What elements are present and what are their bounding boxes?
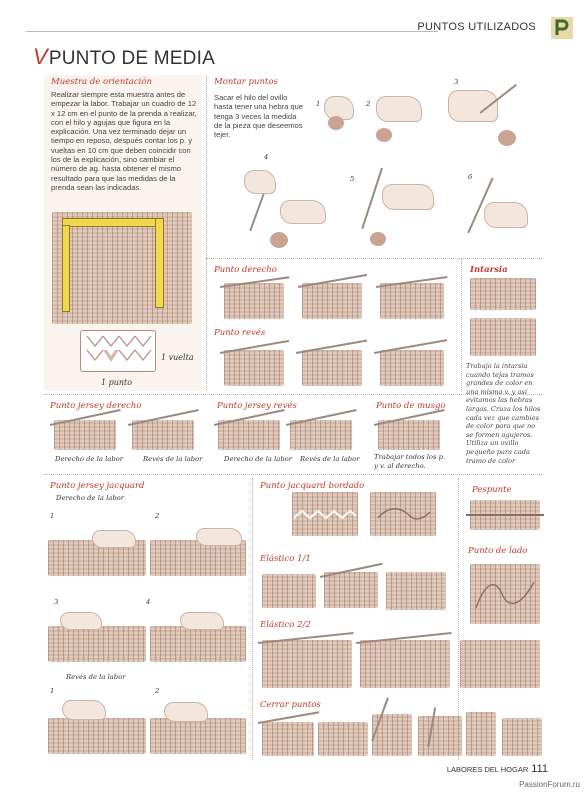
seam-line xyxy=(466,514,544,516)
knit-sample xyxy=(48,626,146,662)
step-4: 4 xyxy=(264,153,269,161)
step-5: 5 xyxy=(350,175,355,183)
footer xyxy=(447,763,548,775)
heading-musgo: Punto de musgo xyxy=(376,401,446,411)
heading-jersey-derecho: Punto jersey derecho xyxy=(50,401,142,411)
header-rule xyxy=(26,31,438,32)
heading-reves: Punto revés xyxy=(214,328,266,338)
knit-sample xyxy=(290,420,352,450)
heading-intarsia: Intarsia xyxy=(470,265,508,275)
hand-illustration xyxy=(440,80,526,150)
hand-illustration xyxy=(92,530,136,548)
section-header: PUNTOS UTILIZADOS xyxy=(417,21,536,33)
step-6: 6 xyxy=(468,173,473,181)
caption-derecho: Derecho de la labor xyxy=(55,455,124,463)
caption-reves: Revés de la labor xyxy=(300,455,360,463)
text-orientacion: Realizar siempre esta muestra antes de empezar la labor. Trabajar un cuadro de 12 x 12 cm en el punto de la prenda a realizar, con el hilo y agujas que figura en la explicación. Una vez terminado dejar un tiempo en reposo, después contar los p. y vueltas en 10 cm que deben coincidir con los de la explicación, sino cambiar el número de ag. hasta obtener el mismo resultado para que las medidas de la prenda sean las indicadas. xyxy=(51,90,197,192)
hand-illustration xyxy=(322,82,356,128)
ruler-side xyxy=(155,218,164,308)
step-5: 1 xyxy=(50,687,55,695)
stitch-detail-drawing xyxy=(82,332,152,368)
knit-sample xyxy=(302,283,362,319)
divider xyxy=(252,478,253,760)
knit-sample xyxy=(324,572,378,608)
step-1: 1 xyxy=(50,512,55,520)
heading-orientacion: Muestra de orientación xyxy=(51,77,152,87)
page-number: 111 xyxy=(531,763,548,775)
heading-cerrar: Cerrar puntos xyxy=(260,700,321,710)
divider xyxy=(206,258,542,259)
title-text: PUNTO DE MEDIA xyxy=(48,48,215,69)
hand-illustration xyxy=(348,150,448,250)
page-title xyxy=(33,44,215,70)
knit-sample xyxy=(318,722,368,756)
hand-illustration xyxy=(460,162,540,252)
hand-illustration xyxy=(372,86,442,146)
knit-sample xyxy=(224,283,284,319)
caption-derecho: Derecho de la labor xyxy=(224,455,293,463)
label-punto: 1 punto xyxy=(101,378,133,387)
hand-illustration xyxy=(60,612,102,630)
knit-sample xyxy=(378,420,440,450)
step-2: 2 xyxy=(155,512,160,520)
heading-derecho: Punto derecho xyxy=(214,265,277,275)
knit-sample xyxy=(470,318,536,356)
watermark: PassionForum.ru xyxy=(519,780,580,789)
hand-illustration xyxy=(164,702,208,722)
heading-elastico22: Elástico 2/2 xyxy=(260,620,311,630)
knit-sample xyxy=(460,640,540,688)
ruler-top xyxy=(62,218,164,227)
swatch-image xyxy=(52,212,192,324)
knit-sample xyxy=(262,722,314,756)
caption-reves: Revés de la labor xyxy=(143,455,203,463)
heading-bordado: Punto jacquard bordado xyxy=(260,481,365,491)
heading-elastico11: Elástico 1/1 xyxy=(260,554,311,564)
knit-sample xyxy=(418,716,462,756)
heading-jacquard: Punto jersey jacquard xyxy=(50,481,145,491)
text-intarsia: Trabajo la intarsia cuando tejas tramos grandes de color en una misma v. y así evitamos las hebras largas. Cruza los hilos cada vez que cambies de color para que no se formen agujeros. Utiliza un ovillo pequeño para cada tramo de color xyxy=(466,362,541,465)
step-6: 2 xyxy=(155,687,160,695)
knit-sample xyxy=(48,718,146,754)
label-vuelta: 1 vuelta xyxy=(161,353,194,362)
step-2: 2 xyxy=(366,100,371,108)
bordado-pattern xyxy=(372,506,434,522)
text-musgo: Trabajar todos los p. y v. al derecho. xyxy=(374,453,446,470)
caption-jacquard-reves: Revés de la labor xyxy=(66,673,126,681)
knit-sample xyxy=(502,718,542,756)
footer-magazine: LABORES DEL HOGAR xyxy=(446,765,529,774)
hand-illustration xyxy=(196,528,242,546)
heading-pespunte: Pespunte xyxy=(472,485,512,495)
bordado-pattern xyxy=(294,508,356,522)
seam-curve xyxy=(472,574,538,614)
caption-jacquard-derecho: Derecho de la labor xyxy=(56,494,125,502)
knit-sample xyxy=(262,640,352,688)
title-mark: V xyxy=(33,44,48,69)
text-montar: Sacar el hilo del ovillo hasta tener una hebra que tenga 3 veces la medida de la pieza que deseemos tejer. xyxy=(214,93,304,140)
knit-sample xyxy=(360,640,450,688)
hand-illustration xyxy=(62,700,106,720)
heading-jersey-reves: Punto jersey revés xyxy=(217,401,297,411)
divider xyxy=(206,76,207,390)
knit-sample xyxy=(224,350,284,386)
knit-sample xyxy=(54,420,116,450)
knit-sample xyxy=(132,420,194,450)
ruler-left xyxy=(62,225,70,312)
heading-lado: Punto de lado xyxy=(468,546,528,556)
step-3: 3 xyxy=(54,598,59,606)
knit-sample xyxy=(380,283,444,319)
knit-sample xyxy=(380,350,444,386)
step-4: 4 xyxy=(146,598,151,606)
knit-sample xyxy=(150,718,246,754)
knit-sample xyxy=(302,350,362,386)
knit-sample xyxy=(386,572,446,610)
knit-sample xyxy=(218,420,280,450)
hand-illustration xyxy=(230,150,330,250)
hand-illustration xyxy=(180,612,224,630)
knit-sample xyxy=(470,278,536,310)
logo-p-icon xyxy=(550,16,574,40)
step-3: 3 xyxy=(454,78,459,86)
divider xyxy=(44,474,542,475)
knit-sample xyxy=(262,574,316,608)
step-1: 1 xyxy=(316,100,321,108)
divider xyxy=(461,258,462,392)
knit-sample xyxy=(466,712,496,756)
knit-sample xyxy=(150,626,246,662)
heading-montar: Montar puntos xyxy=(214,77,278,87)
